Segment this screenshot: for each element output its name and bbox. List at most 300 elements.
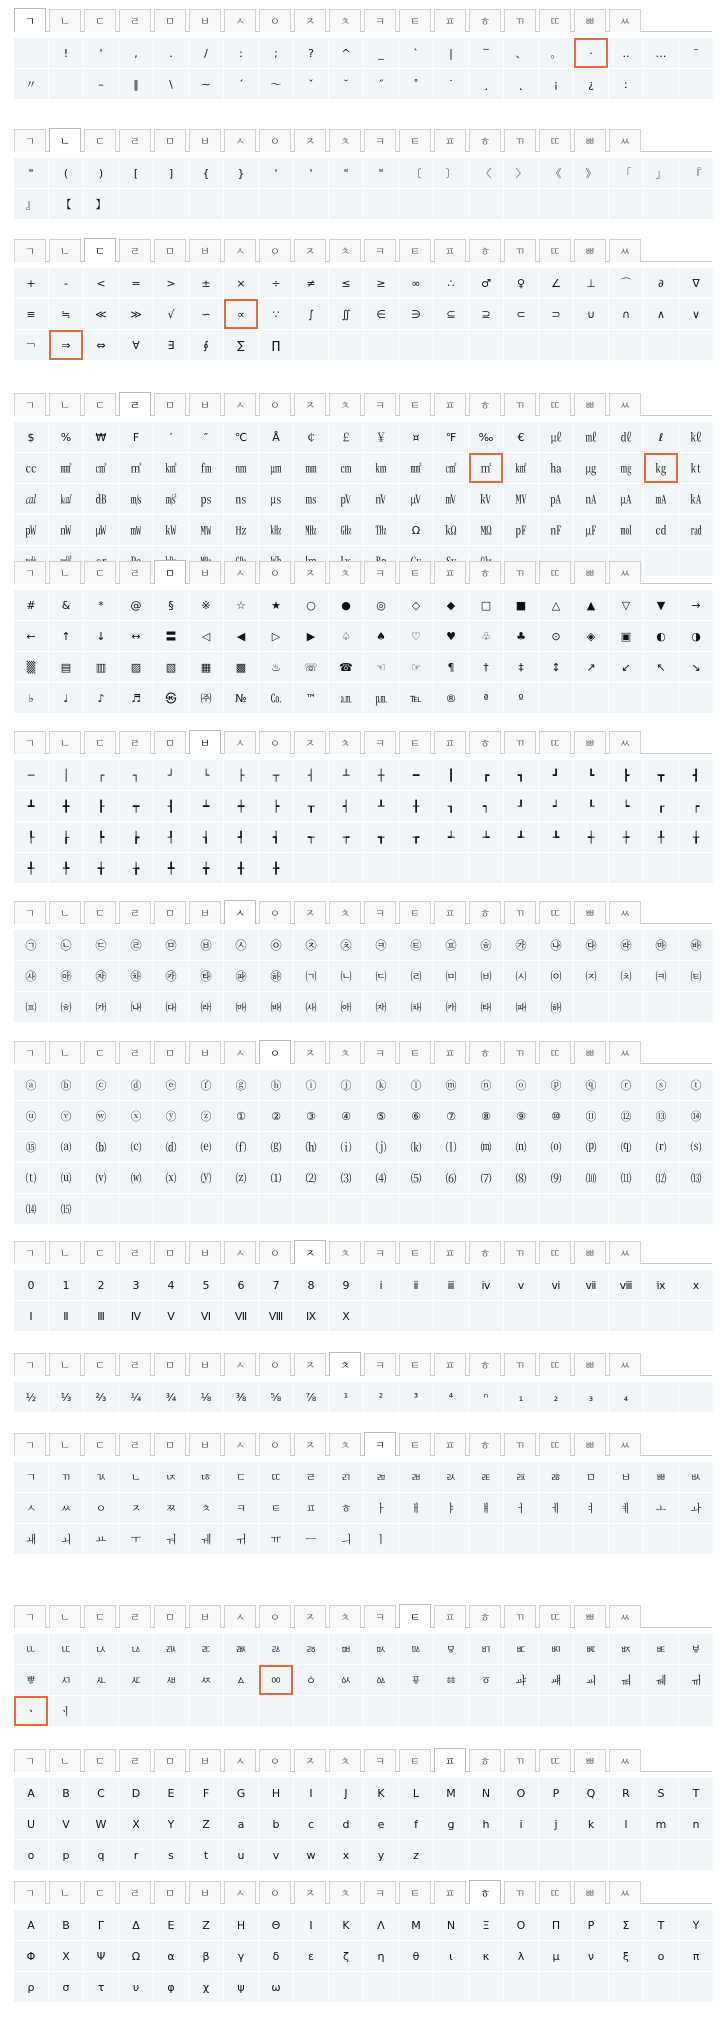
symbol-cell[interactable]: ┹ — [504, 822, 538, 852]
symbol-cell[interactable]: ㉵ — [49, 961, 83, 991]
symbol-cell[interactable]: " — [364, 158, 398, 188]
symbol-cell[interactable]: ⑺ — [469, 1163, 503, 1193]
symbol-cell[interactable]: ∃ — [154, 330, 188, 360]
symbol-cell[interactable]: y — [364, 1840, 398, 1870]
symbol-cell[interactable]: # — [14, 590, 48, 620]
category-tab[interactable]: ㅊ — [329, 1881, 361, 1904]
symbol-cell[interactable]: ⑿ — [644, 1163, 678, 1193]
symbol-cell[interactable]: ┚ — [504, 791, 538, 821]
symbol-cell[interactable]: ㅢ — [329, 1524, 363, 1554]
symbol-cell[interactable]: ┪ — [259, 822, 293, 852]
category-tab[interactable]: ㅇ — [259, 1605, 291, 1628]
symbol-cell[interactable]: ┰ — [294, 791, 328, 821]
category-tab[interactable]: ㅅ — [224, 731, 256, 754]
category-tab[interactable]: ㅂ — [189, 901, 221, 924]
symbol-cell[interactable]: ∈ — [364, 299, 398, 329]
symbol-cell[interactable]: ) — [84, 158, 118, 188]
symbol-cell[interactable]: № — [224, 683, 258, 713]
category-tab[interactable]: ㅂ — [189, 730, 221, 754]
symbol-cell[interactable]: ´ — [224, 69, 258, 99]
category-tab[interactable]: ㅆ — [609, 1353, 641, 1376]
category-tab[interactable]: ㅎ — [469, 1241, 501, 1264]
symbol-cell[interactable]: § — [154, 590, 188, 620]
symbol-cell[interactable]: ㅷ — [644, 1634, 678, 1664]
category-tab[interactable]: ㄹ — [119, 561, 151, 584]
category-tab[interactable]: ㅌ — [399, 1041, 431, 1064]
symbol-cell[interactable]: ㉥ — [189, 930, 223, 960]
category-tab[interactable]: ㅇ — [259, 9, 291, 32]
symbol-cell[interactable]: ㈁ — [329, 961, 363, 991]
symbol-cell[interactable]: ⒞ — [119, 1132, 153, 1162]
category-tab[interactable]: ㄷ — [84, 129, 116, 152]
symbol-cell[interactable]: ㏅ — [644, 515, 678, 545]
symbol-cell[interactable]: ├ — [224, 760, 258, 790]
category-tab[interactable]: ㅊ — [329, 239, 361, 262]
category-tab[interactable]: ㅊ — [329, 1749, 361, 1772]
symbol-cell[interactable]: ㅲ — [469, 1634, 503, 1664]
symbol-cell[interactable]: ㎳ — [294, 484, 328, 514]
symbol-cell[interactable]: ι — [434, 1941, 468, 1971]
symbol-cell[interactable]: ㈖ — [364, 992, 398, 1022]
category-tab[interactable]: ㅌ — [399, 129, 431, 152]
symbol-cell[interactable]: ⑻ — [504, 1163, 538, 1193]
symbol-cell[interactable]: , — [119, 38, 153, 68]
symbol-cell[interactable]: ㅏ — [364, 1493, 398, 1523]
category-tab[interactable]: ㅆ — [609, 1749, 641, 1772]
symbol-cell[interactable]: r — [119, 1840, 153, 1870]
symbol-cell[interactable]: ㎿ — [189, 515, 223, 545]
symbol-cell[interactable]: ▒ — [14, 652, 48, 682]
category-tab[interactable]: ㄱ — [14, 8, 46, 32]
symbol-cell[interactable]: ㈙ — [469, 992, 503, 1022]
category-tab[interactable]: ㅁ — [154, 731, 186, 754]
symbol-cell[interactable]: ⒠ — [189, 1132, 223, 1162]
symbol-cell[interactable]: ▣ — [609, 621, 643, 651]
symbol-cell[interactable]: Ⅹ — [329, 1301, 363, 1331]
symbol-cell[interactable]: ⑬ — [644, 1101, 678, 1131]
symbol-cell[interactable]: Ⅶ — [224, 1301, 258, 1331]
category-tab[interactable]: ㅅ — [224, 239, 256, 262]
symbol-cell[interactable]: ┍ — [679, 791, 713, 821]
category-tab[interactable]: ㅁ — [154, 129, 186, 152]
symbol-cell[interactable]: ㅌ — [259, 1493, 293, 1523]
category-tab[interactable]: ㅈ — [294, 393, 326, 416]
symbol-cell[interactable]: Θ — [259, 1910, 293, 1940]
category-tab[interactable]: ㅊ — [329, 1241, 361, 1264]
symbol-cell[interactable]: ⒧ — [434, 1132, 468, 1162]
symbol-cell[interactable]: ₄ — [609, 1382, 643, 1412]
symbol-cell[interactable]: ³ — [399, 1382, 433, 1412]
category-tab[interactable]: ㅈ — [294, 1353, 326, 1376]
symbol-cell[interactable]: ㈇ — [539, 961, 573, 991]
symbol-cell[interactable]: ⑭ — [679, 1101, 713, 1131]
symbol-cell[interactable]: Ⅸ — [294, 1301, 328, 1331]
symbol-cell[interactable]: ㄻ — [364, 1462, 398, 1492]
symbol-cell[interactable]: ㅆ — [49, 1493, 83, 1523]
symbol-cell[interactable]: K — [364, 1778, 398, 1808]
category-tab[interactable]: ㅁ — [154, 1041, 186, 1064]
symbol-cell[interactable]: ㆃ — [364, 1665, 398, 1695]
category-tab[interactable]: ㄴ — [49, 393, 81, 416]
symbol-cell[interactable]: t — [189, 1840, 223, 1870]
symbol-cell[interactable]: F — [189, 1778, 223, 1808]
symbol-cell[interactable]: ㅉ — [154, 1493, 188, 1523]
symbol-cell[interactable]: Π — [539, 1910, 573, 1940]
category-tab[interactable]: ㅇ — [259, 1749, 291, 1772]
symbol-cell[interactable]: ㈗ — [399, 992, 433, 1022]
symbol-cell[interactable]: ⒱ — [84, 1163, 118, 1193]
category-tab[interactable]: ㄸ — [539, 1433, 571, 1456]
symbol-cell[interactable]: > — [154, 268, 188, 298]
symbol-cell[interactable]: υ — [119, 1972, 153, 2002]
category-tab[interactable]: ㅈ — [294, 1749, 326, 1772]
category-tab[interactable]: ㄴ — [49, 239, 81, 262]
category-tab[interactable]: ㅌ — [399, 9, 431, 32]
category-tab[interactable]: ㄲ — [504, 561, 536, 584]
symbol-cell[interactable]: ∧ — [644, 299, 678, 329]
symbol-cell[interactable]: ⒦ — [399, 1132, 433, 1162]
category-tab[interactable]: ㄴ — [49, 731, 81, 754]
symbol-cell[interactable]: □ — [469, 590, 503, 620]
symbol-cell[interactable]: ┏ — [469, 760, 503, 790]
category-tab[interactable]: ㅂ — [189, 1041, 221, 1064]
symbol-cell[interactable]: ♭ — [14, 683, 48, 713]
symbol-cell[interactable]: ↕ — [539, 652, 573, 682]
category-tab[interactable]: ㄱ — [14, 1241, 46, 1264]
symbol-cell[interactable]: π — [679, 1941, 713, 1971]
symbol-cell[interactable]: a — [224, 1809, 258, 1839]
symbol-cell[interactable]: ⅰ — [364, 1270, 398, 1300]
symbol-cell[interactable]: 1 — [49, 1270, 83, 1300]
symbol-cell[interactable]: ⒬ — [609, 1132, 643, 1162]
symbol-cell[interactable]: ] — [154, 158, 188, 188]
symbol-cell[interactable]: ┘ — [154, 760, 188, 790]
symbol-cell[interactable]: ㈀ — [294, 961, 328, 991]
symbol-cell[interactable]: f — [399, 1809, 433, 1839]
symbol-cell[interactable]: | — [434, 38, 468, 68]
category-tab[interactable]: ㄷ — [84, 393, 116, 416]
category-tab[interactable]: ㅇ — [259, 561, 291, 584]
symbol-cell[interactable]: ㈔ — [294, 992, 328, 1022]
symbol-cell[interactable]: ; — [259, 38, 293, 68]
category-tab[interactable]: ㄹ — [119, 1353, 151, 1376]
category-tab[interactable]: ㅎ — [469, 129, 501, 152]
symbol-cell[interactable]: ㎵ — [364, 484, 398, 514]
category-tab[interactable]: ㅌ — [399, 901, 431, 924]
category-tab[interactable]: ㅃ — [574, 9, 606, 32]
symbol-cell[interactable]: c — [294, 1809, 328, 1839]
symbol-cell[interactable]: ⅔ — [84, 1382, 118, 1412]
category-tab[interactable]: ㅍ — [434, 1881, 466, 1904]
category-tab[interactable]: ㄸ — [539, 1241, 571, 1264]
category-tab[interactable]: ㅃ — [574, 393, 606, 416]
symbol-cell[interactable]: ◎ — [364, 590, 398, 620]
symbol-cell[interactable]: ⓙ — [329, 1070, 363, 1100]
symbol-cell[interactable]: 〕 — [434, 158, 468, 188]
symbol-cell[interactable]: ⓢ — [644, 1070, 678, 1100]
category-tab[interactable]: ㅅ — [224, 129, 256, 152]
symbol-cell[interactable]: ┲ — [399, 822, 433, 852]
symbol-cell[interactable]: ⒝ — [84, 1132, 118, 1162]
symbol-cell[interactable]: ￥ — [364, 422, 398, 452]
symbol-cell[interactable]: 」 — [644, 158, 678, 188]
symbol-cell[interactable]: ◆ — [434, 590, 468, 620]
symbol-cell[interactable]: ⅲ — [434, 1270, 468, 1300]
symbol-cell[interactable]: ' — [259, 158, 293, 188]
symbol-cell[interactable]: ㉶ — [84, 961, 118, 991]
symbol-cell[interactable]: ⓐ — [14, 1070, 48, 1100]
category-tab[interactable]: ㅎ — [469, 901, 501, 924]
category-tab[interactable]: ㅇ — [259, 1433, 291, 1456]
category-tab[interactable]: ㅅ — [224, 1605, 256, 1628]
symbol-cell[interactable]: ┌ — [84, 760, 118, 790]
symbol-cell[interactable]: ⒫ — [574, 1132, 608, 1162]
symbol-cell[interactable]: ™ — [294, 683, 328, 713]
category-tab[interactable]: ㅌ — [399, 1353, 431, 1376]
symbol-cell[interactable]: Ⅷ — [259, 1301, 293, 1331]
category-tab[interactable]: ㅁ — [154, 1433, 186, 1456]
category-tab[interactable]: ㅋ — [364, 1353, 396, 1376]
category-tab[interactable]: ㅌ — [399, 1881, 431, 1904]
symbol-cell[interactable]: ⅜ — [224, 1382, 258, 1412]
symbol-cell[interactable]: ㅨ — [119, 1634, 153, 1664]
symbol-cell[interactable]: ⓔ — [154, 1070, 188, 1100]
symbol-cell[interactable]: 【 — [49, 189, 83, 219]
symbol-cell[interactable]: ㅎ — [329, 1493, 363, 1523]
category-tab[interactable]: ㅈ — [294, 129, 326, 152]
symbol-cell[interactable]: ㄲ — [49, 1462, 83, 1492]
symbol-cell[interactable]: ㆉ — [574, 1665, 608, 1695]
symbol-cell[interactable]: ㅛ — [84, 1524, 118, 1554]
symbol-cell[interactable]: ┷ — [189, 791, 223, 821]
category-tab[interactable]: ㄸ — [539, 1749, 571, 1772]
category-tab[interactable]: ㅃ — [574, 561, 606, 584]
symbol-cell[interactable]: ㅡ — [294, 1524, 328, 1554]
category-tab[interactable]: ㅁ — [154, 1749, 186, 1772]
symbol-cell[interactable]: ª — [469, 683, 503, 713]
symbol-cell[interactable]: ₃ — [574, 1382, 608, 1412]
category-tab[interactable]: ㅋ — [364, 239, 396, 262]
symbol-cell[interactable]: ㉧ — [259, 930, 293, 960]
symbol-cell[interactable]: ♬ — [119, 683, 153, 713]
symbol-cell[interactable]: M — [434, 1778, 468, 1808]
symbol-cell[interactable]: ㈅ — [469, 961, 503, 991]
symbol-cell[interactable]: ⓕ — [189, 1070, 223, 1100]
symbol-cell[interactable]: ㅽ — [154, 1665, 188, 1695]
symbol-cell[interactable]: Β — [49, 1910, 83, 1940]
symbol-cell[interactable]: " — [14, 158, 48, 188]
symbol-cell[interactable]: ㈎ — [84, 992, 118, 1022]
symbol-cell[interactable]: ㅔ — [539, 1493, 573, 1523]
symbol-cell[interactable]: ┐ — [119, 760, 153, 790]
category-tab[interactable]: ㅆ — [609, 1605, 641, 1628]
symbol-cell[interactable]: H — [259, 1778, 293, 1808]
symbol-cell[interactable]: ① — [224, 1101, 258, 1131]
category-tab[interactable]: ㅋ — [364, 1041, 396, 1064]
symbol-cell[interactable]: ⑷ — [364, 1163, 398, 1193]
category-tab[interactable]: ㅋ — [364, 9, 396, 32]
symbol-cell[interactable]: O — [504, 1778, 538, 1808]
symbol-cell[interactable]: ㈃ — [399, 961, 433, 991]
symbol-cell[interactable]: ο — [644, 1941, 678, 1971]
category-tab[interactable]: ㅋ — [364, 901, 396, 924]
symbol-cell[interactable]: ω — [259, 1972, 293, 2002]
symbol-cell[interactable]: ☏ — [294, 652, 328, 682]
symbol-cell[interactable]: ╂ — [399, 791, 433, 821]
symbol-cell[interactable]: 〓 — [154, 621, 188, 651]
symbol-cell[interactable]: ⑵ — [294, 1163, 328, 1193]
symbol-cell[interactable]: ″ — [189, 422, 223, 452]
category-tab[interactable]: ㄲ — [504, 1605, 536, 1628]
symbol-cell[interactable]: ˇ — [294, 69, 328, 99]
symbol-cell[interactable]: ⓗ — [259, 1070, 293, 1100]
symbol-cell[interactable]: ㉹ — [189, 961, 223, 991]
category-tab[interactable]: ㄷ — [84, 9, 116, 32]
category-tab[interactable]: ㄲ — [504, 129, 536, 152]
symbol-cell[interactable]: ㎂ — [609, 484, 643, 514]
symbol-cell[interactable]: ⅹ — [679, 1270, 713, 1300]
symbol-cell[interactable]: ￢ — [14, 330, 48, 360]
symbol-cell[interactable]: △ — [539, 590, 573, 620]
symbol-cell[interactable]: e — [364, 1809, 398, 1839]
symbol-cell[interactable] — [49, 69, 83, 99]
category-tab[interactable]: ㅍ — [434, 1353, 466, 1376]
symbol-cell[interactable]: ㎥ — [119, 453, 153, 483]
symbol-cell[interactable]: ⅞ — [294, 1382, 328, 1412]
symbol-cell[interactable]: ㈌ — [14, 992, 48, 1022]
symbol-cell[interactable]: 0 — [14, 1270, 48, 1300]
symbol-cell[interactable]: ¤ — [399, 422, 433, 452]
symbol-cell[interactable]: Φ — [14, 1941, 48, 1971]
symbol-cell[interactable]: α — [154, 1941, 188, 1971]
category-tab[interactable]: ㅍ — [434, 1605, 466, 1628]
category-tab[interactable]: ㅆ — [609, 731, 641, 754]
symbol-cell[interactable]: × — [224, 268, 258, 298]
symbol-cell[interactable]: X — [119, 1809, 153, 1839]
category-tab[interactable]: ㅅ — [224, 9, 256, 32]
category-tab[interactable]: ㅊ — [329, 901, 361, 924]
symbol-cell[interactable]: ￡ — [329, 422, 363, 452]
symbol-cell[interactable]: ㎘ — [679, 422, 713, 452]
symbol-cell[interactable]: ㎛ — [259, 453, 293, 483]
category-tab[interactable]: ㅅ — [224, 1353, 256, 1376]
symbol-cell[interactable]: ≠ — [294, 268, 328, 298]
symbol-cell[interactable]: ╅ — [84, 853, 118, 883]
symbol-cell[interactable]: \ — [154, 69, 188, 99]
symbol-cell[interactable]: ┛ — [539, 760, 573, 790]
symbol-cell[interactable]: ◀ — [224, 621, 258, 651]
symbol-cell[interactable]: ┽ — [574, 822, 608, 852]
symbol-cell[interactable]: ▷ — [259, 621, 293, 651]
symbol-cell[interactable]: ┶ — [469, 822, 503, 852]
symbol-cell[interactable]: ⓘ — [294, 1070, 328, 1100]
category-tab[interactable]: ㅅ — [224, 1749, 256, 1772]
category-tab[interactable]: ㅈ — [294, 1433, 326, 1456]
category-tab[interactable]: ㄸ — [539, 901, 571, 924]
category-tab[interactable]: ㄷ — [84, 1353, 116, 1376]
category-tab[interactable]: ㅋ — [364, 561, 396, 584]
category-tab[interactable]: ㄱ — [14, 1353, 46, 1376]
category-tab[interactable]: ㅃ — [574, 1605, 606, 1628]
category-tab[interactable]: ㅈ — [294, 1041, 326, 1064]
symbol-cell[interactable]: ㎚ — [224, 453, 258, 483]
category-tab[interactable]: ㄷ — [84, 1433, 116, 1456]
symbol-cell[interactable]: ⑮ — [14, 1132, 48, 1162]
symbol-cell[interactable]: ㎶ — [399, 484, 433, 514]
symbol-cell[interactable]: ㉢ — [84, 930, 118, 960]
symbol-cell[interactable]: W — [84, 1809, 118, 1839]
category-tab[interactable]: ㅈ — [294, 731, 326, 754]
category-tab[interactable]: ㄹ — [119, 1749, 151, 1772]
symbol-cell[interactable]: ┖ — [574, 791, 608, 821]
symbol-cell[interactable]: ⑴ — [259, 1163, 293, 1193]
symbol-cell[interactable]: R — [609, 1778, 643, 1808]
symbol-cell[interactable]: 〉 — [504, 158, 538, 188]
symbol-cell[interactable]: ⅛ — [189, 1382, 223, 1412]
category-tab[interactable]: ㄲ — [504, 1353, 536, 1376]
symbol-cell[interactable]: ㅣ — [364, 1524, 398, 1554]
symbol-cell[interactable]: ㎽ — [119, 515, 153, 545]
symbol-cell[interactable]: ㆋ — [644, 1665, 678, 1695]
symbol-cell[interactable]: ┾ — [609, 822, 643, 852]
category-tab[interactable]: ㅈ — [294, 1881, 326, 1904]
category-tab[interactable]: ㅃ — [574, 1041, 606, 1064]
symbol-cell[interactable]: ♥ — [434, 621, 468, 651]
symbol-cell[interactable]: ㎨ — [154, 484, 188, 514]
symbol-cell[interactable]: ┸ — [364, 791, 398, 821]
category-tab[interactable]: ㅃ — [574, 239, 606, 262]
symbol-cell[interactable]: ╈ — [189, 853, 223, 883]
symbol-cell[interactable]: κ — [469, 1941, 503, 1971]
symbol-cell[interactable]: u — [224, 1840, 258, 1870]
symbol-cell[interactable]: ▽ — [609, 590, 643, 620]
symbol-cell[interactable]: ㅪ — [189, 1634, 223, 1664]
category-tab[interactable]: ㅃ — [574, 1353, 606, 1376]
symbol-cell[interactable]: ㎜ — [294, 453, 328, 483]
symbol-cell[interactable]: Å — [259, 422, 293, 452]
symbol-cell[interactable]: ㅝ — [154, 1524, 188, 1554]
category-tab[interactable]: ㄹ — [119, 9, 151, 32]
symbol-cell[interactable]: ┃ — [434, 760, 468, 790]
symbol-cell[interactable]: ㅵ — [574, 1634, 608, 1664]
symbol-cell[interactable]: 。 — [539, 38, 573, 68]
symbol-cell[interactable]: Υ — [679, 1910, 713, 1940]
symbol-cell[interactable]: η — [364, 1941, 398, 1971]
category-tab[interactable]: ㅊ — [329, 1352, 361, 1376]
symbol-cell[interactable]: v — [259, 1840, 293, 1870]
category-tab[interactable]: ㅃ — [574, 1881, 606, 1904]
symbol-cell[interactable]: [ — [119, 158, 153, 188]
category-tab[interactable]: ㄸ — [539, 561, 571, 584]
symbol-cell[interactable]: ㄿ — [504, 1462, 538, 1492]
symbol-cell[interactable]: ⓟ — [539, 1070, 573, 1100]
symbol-cell[interactable]: ⅓ — [49, 1382, 83, 1412]
symbol-cell[interactable]: ∀ — [119, 330, 153, 360]
category-tab[interactable]: ㅋ — [364, 1241, 396, 1264]
symbol-cell[interactable]: Σ — [609, 1910, 643, 1940]
symbol-cell[interactable]: ㎦ — [154, 453, 188, 483]
symbol-cell[interactable]: T — [679, 1778, 713, 1808]
symbol-cell[interactable]: ≤ — [329, 268, 363, 298]
category-tab[interactable]: ㅋ — [364, 1432, 396, 1456]
category-tab[interactable]: ㅌ — [399, 239, 431, 262]
symbol-cell[interactable]: _ — [364, 38, 398, 68]
category-tab[interactable]: ㅂ — [189, 1605, 221, 1628]
symbol-cell[interactable]: γ — [224, 1941, 258, 1971]
symbol-cell[interactable]: ㅿ — [224, 1665, 258, 1695]
symbol-cell[interactable]: ⓥ — [49, 1101, 83, 1131]
symbol-cell[interactable]: ㈚ — [504, 992, 538, 1022]
